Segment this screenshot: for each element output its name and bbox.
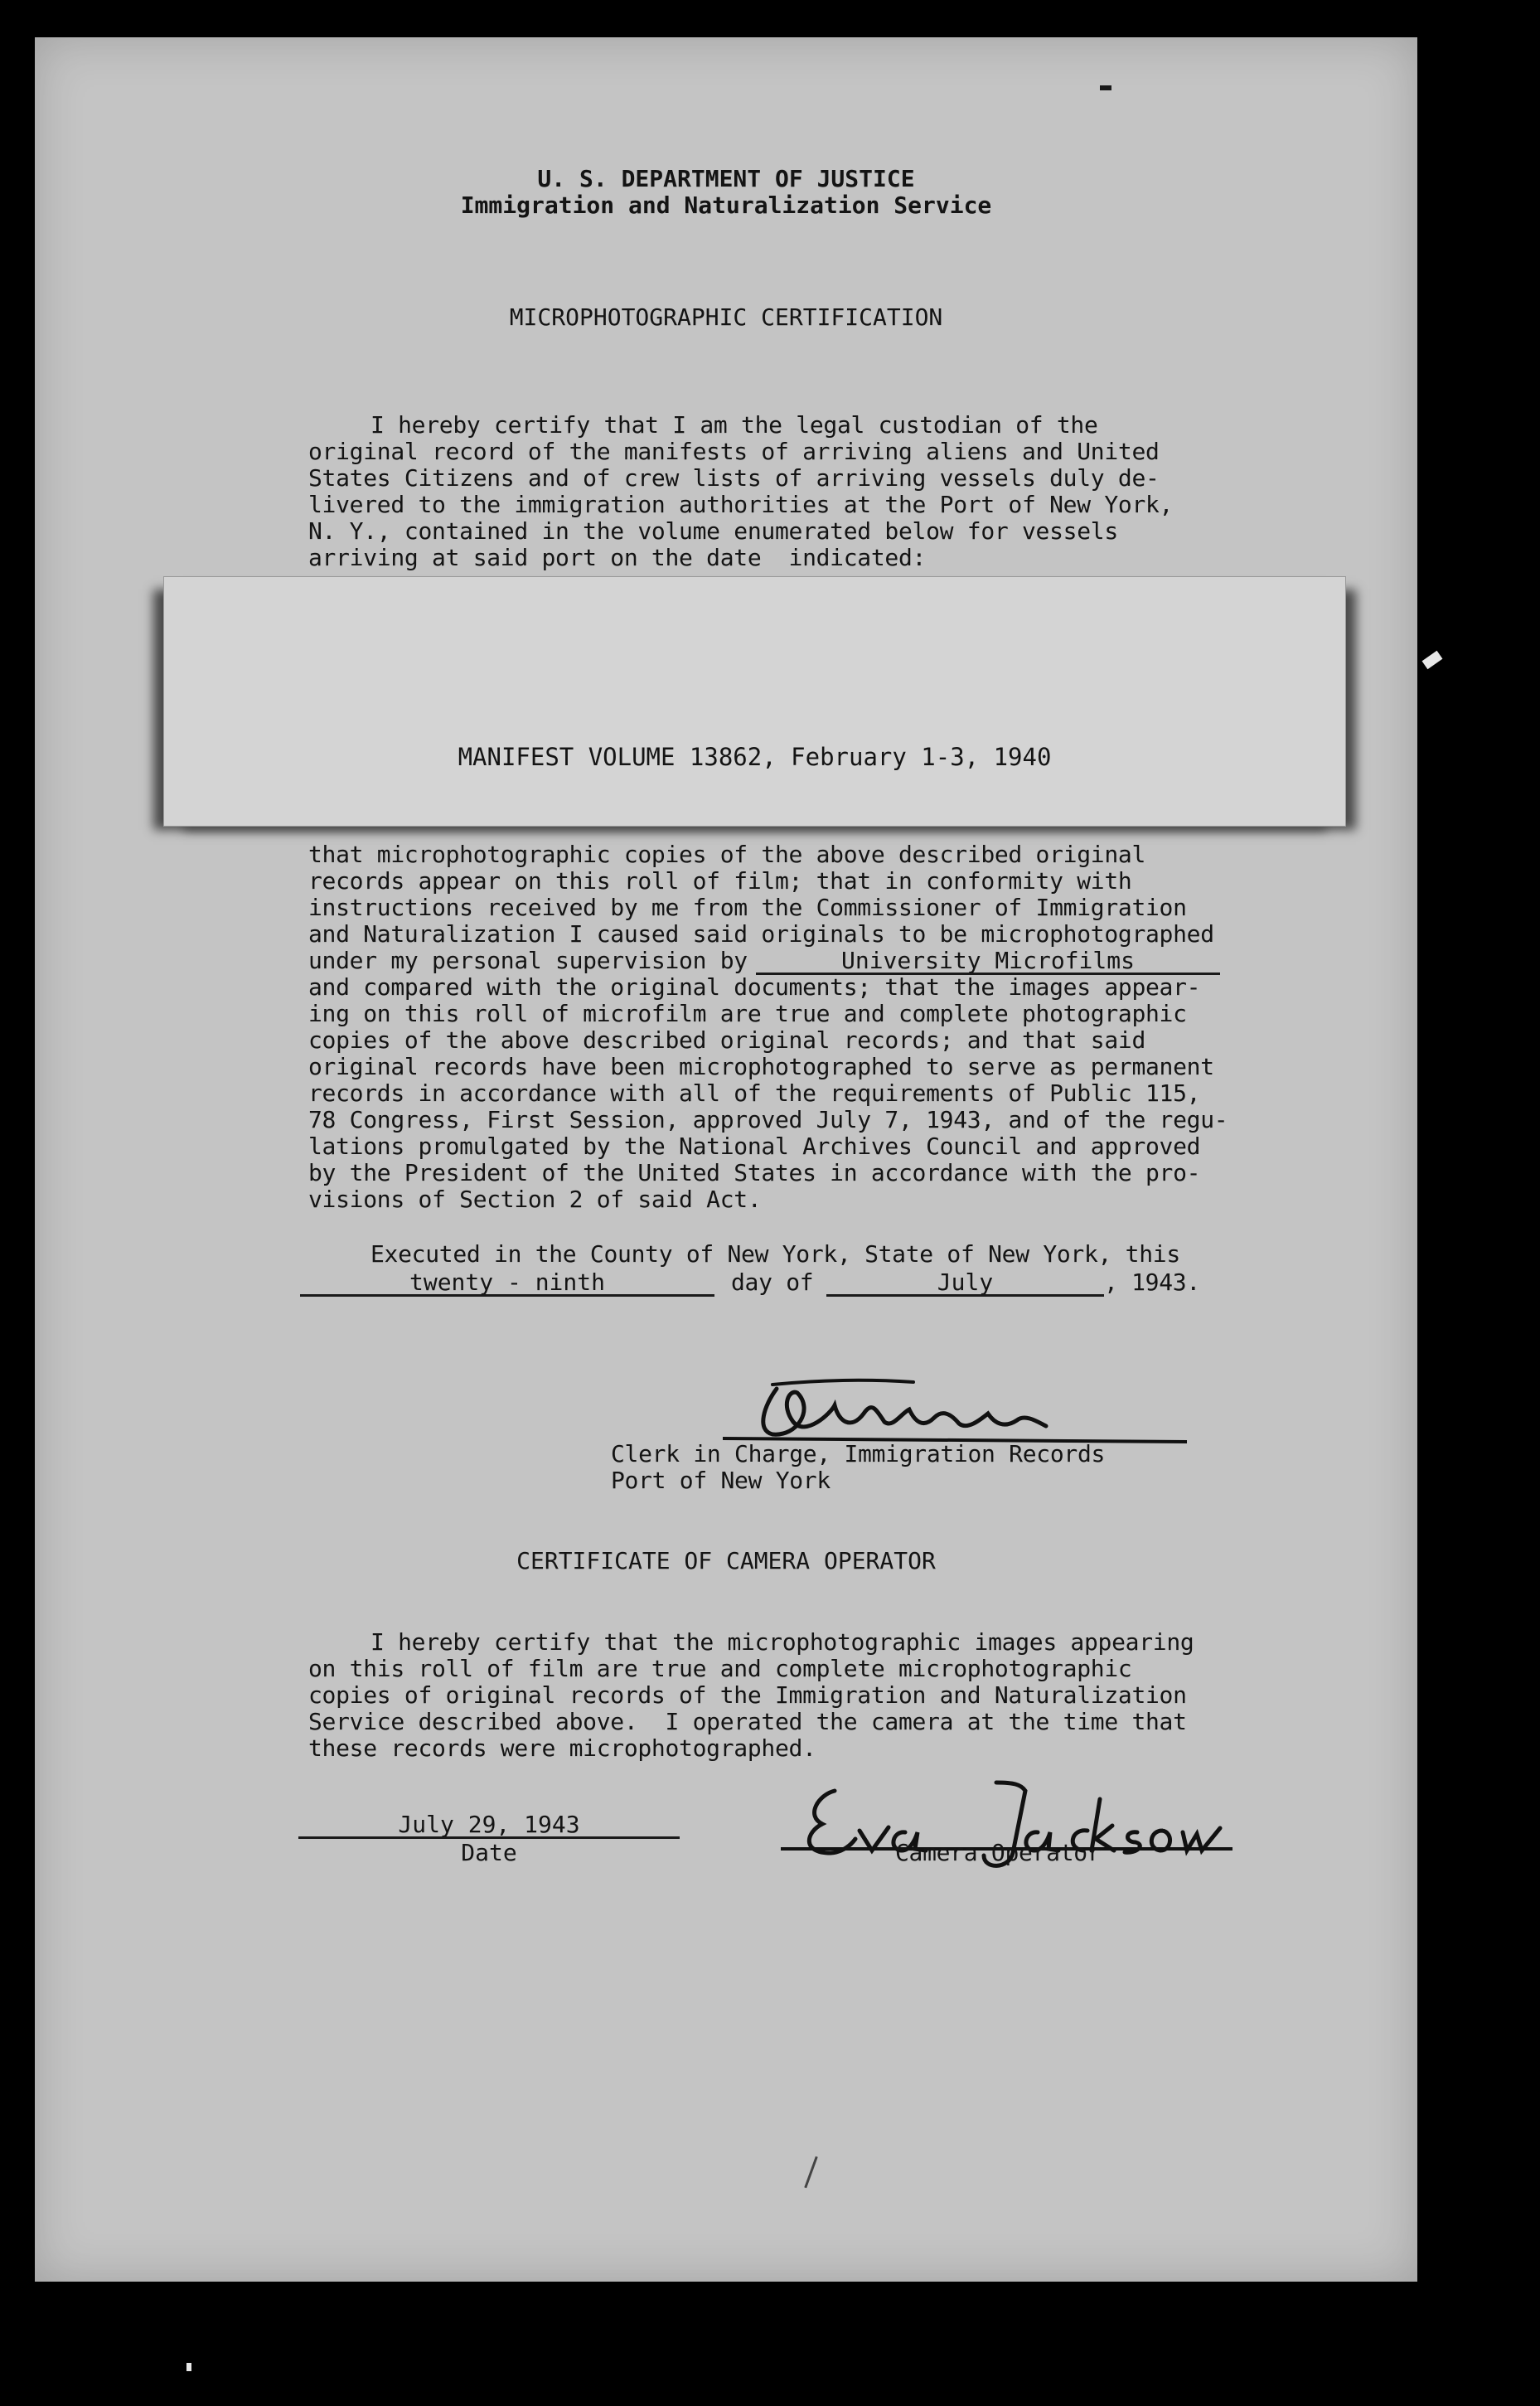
supervisor-value: University Microfilms xyxy=(840,947,1135,974)
clerk-title: Clerk in Charge, Immigration Records xyxy=(611,1440,1106,1467)
day-of-label: day of xyxy=(731,1268,814,1296)
camera-line: these records were microphotographed. xyxy=(308,1734,816,1762)
body-line: copies of the above described original records; and that said xyxy=(308,1026,1146,1054)
intro-line: I hereby certify that I am the legal custodian of the xyxy=(370,411,1098,439)
body-line: under my personal supervision by xyxy=(308,947,748,974)
manifest-volume-text: MANIFEST VOLUME 13862, February 1-3, 1940 xyxy=(458,743,1052,771)
film-speck xyxy=(1422,651,1443,669)
intro-line: livered to the immigration authorities at the Port of New York, xyxy=(308,491,1174,518)
intro-line: arriving at said port on the date indicated: xyxy=(308,544,927,571)
intro-line: original record of the manifests of arriving aliens and United xyxy=(308,438,1160,465)
speck-mark xyxy=(1100,85,1111,90)
date-value: July 29, 1943 xyxy=(398,1811,580,1838)
clerk-signature xyxy=(698,1331,1195,1455)
body-line: records in accordance with all of the requirements of Public 115, xyxy=(308,1079,1201,1107)
manifest-slip xyxy=(163,576,1346,827)
body-line: 78 Congress, First Session, approved July 7, 1943, and of the regu- xyxy=(308,1106,1228,1133)
clerk-location: Port of New York xyxy=(611,1467,831,1494)
body-line: by the President of the United States in accordance with the pro- xyxy=(308,1159,1201,1186)
film-speck xyxy=(186,2363,191,2371)
camera-line: Service described above. I operated the camera at the time that xyxy=(308,1708,1187,1735)
camera-line: I hereby certify that the microphotographic images appearing xyxy=(370,1628,1194,1656)
executed-line: Executed in the County of New York, State of New York, this xyxy=(370,1240,1180,1268)
camera-certificate-title: CERTIFICATE OF CAMERA OPERATOR xyxy=(516,1547,936,1574)
body-line: instructions received by me from the Commissioner of Immigration xyxy=(308,894,1187,921)
body-line: original records have been microphotographed to serve as permanent xyxy=(308,1053,1214,1080)
body-line: and compared with the original documents; that the images appear- xyxy=(308,973,1201,1001)
department-heading: U. S. DEPARTMENT OF JUSTICE xyxy=(537,165,915,192)
body-line: visions of Section 2 of said Act. xyxy=(308,1186,762,1213)
body-line: and Naturalization I caused said originals to be microphotographed xyxy=(308,920,1214,948)
clerk-signature-drawing xyxy=(698,1331,1195,1455)
camera-line: on this roll of film are true and complete microphotographic xyxy=(308,1655,1132,1682)
pencil-mark xyxy=(804,2156,817,2189)
body-line: that microphotographic copies of the above described original xyxy=(308,841,1146,868)
month-value: July xyxy=(937,1268,994,1296)
date-label: Date xyxy=(461,1839,517,1866)
month-underline xyxy=(826,1294,1104,1297)
certification-title: MICROPHOTOGRAPHIC CERTIFICATION xyxy=(509,303,943,331)
intro-line: N. Y., contained in the volume enumerated below for vessels xyxy=(308,517,1118,545)
day-value: twenty - ninth xyxy=(409,1268,605,1296)
day-underline xyxy=(300,1294,714,1297)
camera-operator-label: Camera Operator xyxy=(895,1839,1102,1866)
document-page xyxy=(35,37,1417,2282)
camera-line: copies of original records of the Immigration and Naturalization xyxy=(308,1681,1187,1709)
body-line: lations promulgated by the National Archives Council and approved xyxy=(308,1133,1201,1160)
year-text: , 1943. xyxy=(1104,1268,1200,1296)
intro-line: States Citizens and of crew lists of arriving vessels duly de- xyxy=(308,464,1160,492)
service-heading: Immigration and Naturalization Service xyxy=(460,192,992,219)
body-line: records appear on this roll of film; that in conformity with xyxy=(308,867,1132,895)
body-line: ing on this roll of microfilm are true and complete photographic xyxy=(308,1000,1187,1027)
